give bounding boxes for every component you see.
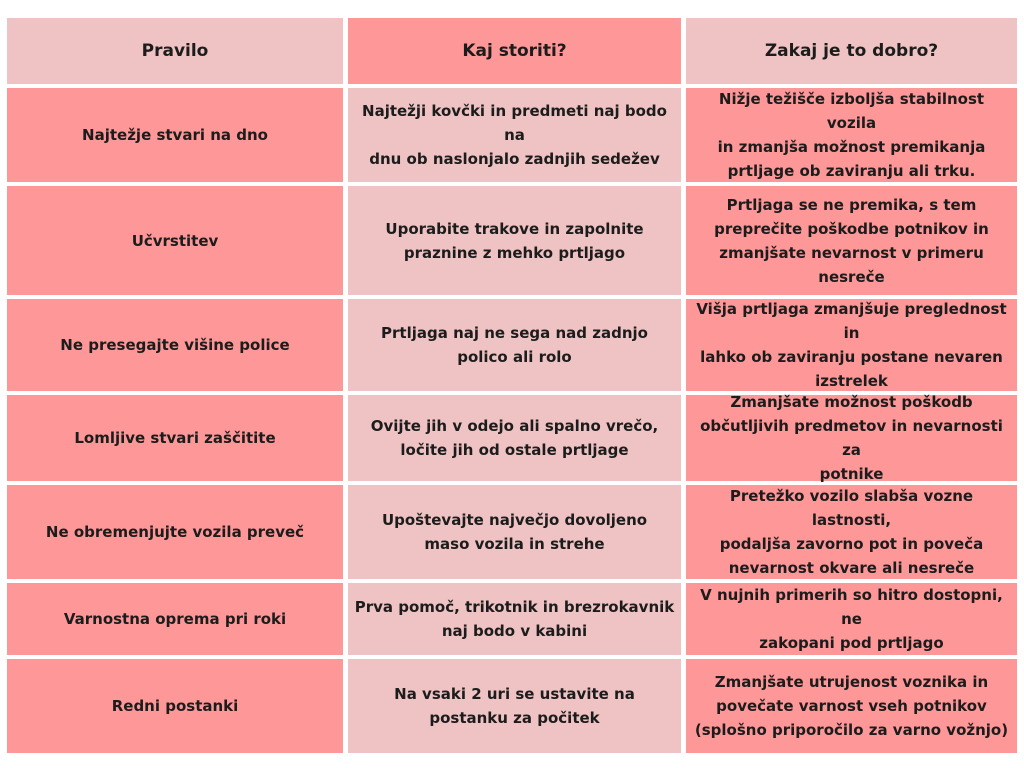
rules-table (7, 18, 1017, 753)
row-6-why: V nujnih primerih so hitro dostopni, ne zakopani pod prtljago (686, 583, 1017, 655)
row-1-why: Nižje težišče izboljša stabilnost vozila in zmanjša možnost premikanja prtljage ob zaviranju ali trku. (686, 88, 1017, 182)
row-3-why: Višja prtljaga zmanjšuje preglednost in lahko ob zaviranju postane nevaren izstrelek (686, 299, 1017, 391)
row-5-rule: Ne obremenjujte vozila preveč (7, 485, 343, 579)
row-4-what: Ovijte jih v odejo ali spalno vrečo, ločite jih od ostale prtljage (348, 395, 681, 481)
row-6-what: Prva pomoč, trikotnik in brezrokavnik naj bodo v kabini (348, 583, 681, 655)
header-what: Kaj storiti? (348, 18, 681, 84)
row-7-what: Na vsaki 2 uri se ustavite na postanku za počitek (348, 659, 681, 753)
row-4-rule: Lomljive stvari zaščitite (7, 395, 343, 481)
row-1-rule: Najtežje stvari na dno (7, 88, 343, 182)
row-7-why: Zmanjšate utrujenost voznika in povečate varnost vseh potnikov (splošno priporočilo za varno vožnjo) (686, 659, 1017, 753)
row-2-rule: Učvrstitev (7, 186, 343, 295)
row-5-why: Pretežko vozilo slabša vozne lastnosti, podaljša zavorno pot in poveča nevarnost okvare ali nesreče (686, 485, 1017, 579)
row-5-what: Upoštevajte največjo dovoljeno maso vozila in strehe (348, 485, 681, 579)
row-2-what: Uporabite trakove in zapolnite praznine z mehko prtljago (348, 186, 681, 295)
header-rule: Pravilo (7, 18, 343, 84)
row-6-rule: Varnostna oprema pri roki (7, 583, 343, 655)
header-why: Zakaj je to dobro? (686, 18, 1017, 84)
row-4-why: Zmanjšate možnost poškodb občutljivih predmetov in nevarnosti za potnike (686, 395, 1017, 481)
row-2-why: Prtljaga se ne premika, s tem preprečite poškodbe potnikov in zmanjšate nevarnost v primeru nesreče (686, 186, 1017, 295)
row-3-rule: Ne presegajte višine police (7, 299, 343, 391)
row-7-rule: Redni postanki (7, 659, 343, 753)
row-3-what: Prtljaga naj ne sega nad zadnjo polico ali rolo (348, 299, 681, 391)
row-1-what: Najtežji kovčki in predmeti naj bodo na dnu ob naslonjalo zadnjih sedežev (348, 88, 681, 182)
